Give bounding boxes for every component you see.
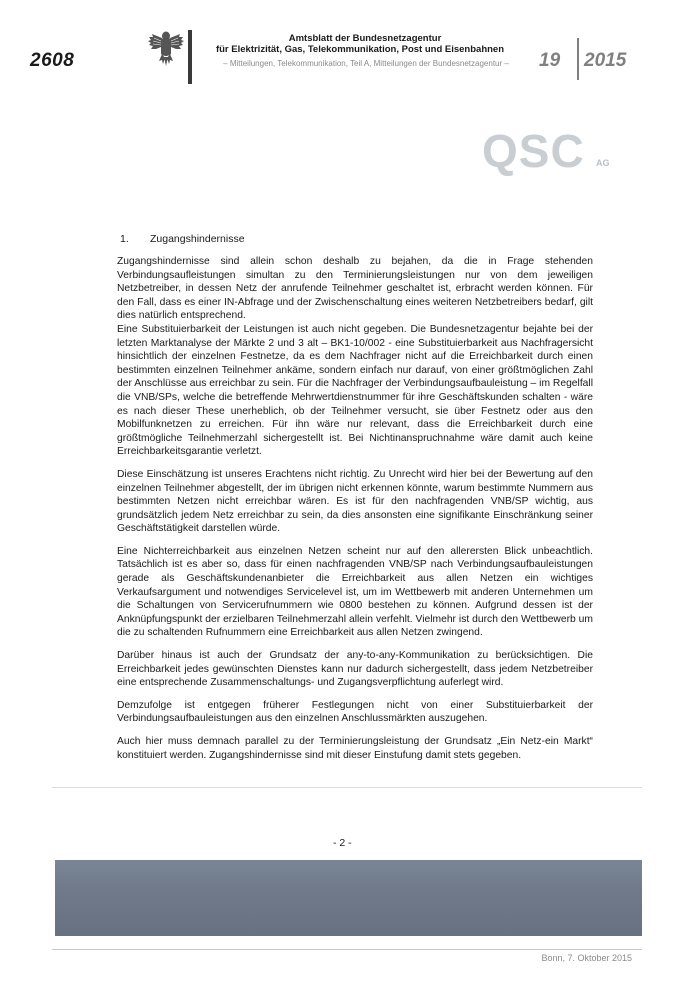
page-number: 2608 [30,50,75,71]
paragraph: Darüber hinaus ist auch der Grundsatz der any-to-any-Kommunikation zu berücksichtigen. Die Erreichbarkeit jedes gewünschten Dienstes kann nur dadurch sichergestellt, dass jedem Netzbetreiber eine entsprechende Zusammenschaltungs- und Zugangsverpflichtung auferlegt wird. [117,650,593,689]
issue-year: 2015 [584,50,627,71]
body-text [117,255,593,771]
paragraph: Eine Substituierbarkeit der Leistungen ist auch nicht gegeben. Die Bundesnetzagentur bejahte bei der letzten Marktanalyse der Märkte 2 und 3 alt – BK1-10/002 - eine Substituierbarkeit aus Nachfragersicht hinsichtlich der einzelnen Festnetze, da es dem Nachfrager nicht auf die Erreichbarkeit durch einen bestimmten einzelnen Teilnehmer ankäme, sondern einfach nur darauf, von einer größtmöglichen Zahl der Anschlüsse aus erreichbar zu sein. Für die Nachfrager der Verbindungsaufbauleistung – im Regelfall die VNB/SPs, welche die betreffende Mehrwertdienstnummer für ihre Geschäftskunden schalten - wäre es nach dieser These unerheblich, ob der Teilnehmer versucht, sie über Festnetz oder aus den Mobilfunknetzen zu erreichen. Für ihn wäre nur relevant, dass die Erreichbarkeit durch eine größtmögliche Teilnehmerzahl sichergestellt ist. Bei Nichtinanspruchnahme wäre damit auch keine Erreichbarkeitsgarantie verletzt. [117,323,593,458]
footer-place-date: Bonn, 7. Oktober 2015 [541,953,632,963]
paragraph: Eine Nichterreichbarkeit aus einzelnen Netzen scheint nur auf den allerersten Blick unbeachtlich. Tatsächlich ist es aber so, dass für einen nachfragenden VNB/SP nach Verbindungsaufbauleistungen gerade als Geschäftskundenanbieter die Erreichbarkeit aus allen Netzen ein wichtiges Verkaufsargument und notwendiges Servicelevel ist, um im Wettbewerb mit anderen Unternehmen um die Schaltungen von Servicerufnummern wie 0800 bestehen zu können. Aufgrund dessen ist der Anknüpfungspunkt der erzielbaren Teilnehmerzahl allein verfehlt. Vielmehr ist durch den Wettbewerb um die zu schaltenden Rufnummern eine Erreichbarkeit aus allen Netzen zwingend. [117,545,593,639]
inner-page-number: - 2 - [333,837,352,849]
section-number: 1. [120,233,129,245]
paragraph: Zugangshindernisse sind allein schon deshalb zu bejahen, da die in Frage stehenden Verbindungsaufleistungen simultan zu den Terminierungsleistungen nur von dem jeweiligen Netzbetreiber, in dessen Netz der anrufende Teilnehmer geschaltet ist, erbracht werden können. Für den Fall, dass es einer IN-Abfrage und der Zwischenschaltung eines weiteren Netzbetreibers bedarf, gilt dies natürlich entsprechend. [117,256,593,322]
header-divider [188,30,192,84]
highlight-line [52,787,642,788]
company-logo-suffix: AG [596,158,610,168]
redaction-band [55,860,642,936]
federal-eagle-icon [148,28,184,68]
footer-divider [52,949,642,950]
paragraph: Diese Einschätzung ist unseres Erachtens nicht richtig. Zu Unrecht wird hier bei der Bewertung auf den einzelnen Teilnehmer abgestellt, der im übrigen nicht erkennen könnte, warum bestimmte Nummern aus bestimmten Netzen nicht erreichbar wären. Es ist für den nachfragenden VNB/SP wichtig, aus grundsätzlich jedem Netz erreichbar zu sein, da dies ansonsten eine signifikante Einschränkung seiner Geschäftstätigkeit darstellen würde. [117,468,593,535]
issue-divider [577,38,579,80]
issue-number: 19 [539,50,561,71]
gazette-subtitle: für Elektrizität, Gas, Telekommunikation, Post und Eisenbahnen [215,44,505,55]
paragraph: Auch hier muss demnach parallel zu der Terminierungsleistung der Grundsatz „Ein Netz-ein Markt“ konstituiert werden. Zugangshindernisse sind mit dieser Einstufung damit stets gegeben. [117,736,593,761]
gazette-section-line: – Mitteilungen, Telekommunikation, Teil A, Mitteilungen der Bundesnetzagentur – [223,59,509,68]
gazette-title: Amtsblatt der Bundesnetzagentur [288,33,442,44]
paragraph: Demzufolge ist entgegen früherer Festlegungen nicht von einer Substituierbarkeit der Verbindungsaufbauleistungen aus den einzelnen Anschlussmärkten auszugehen. [117,699,593,725]
section-title: Zugangshindernisse [150,233,245,245]
company-logo: QSC [482,125,585,177]
